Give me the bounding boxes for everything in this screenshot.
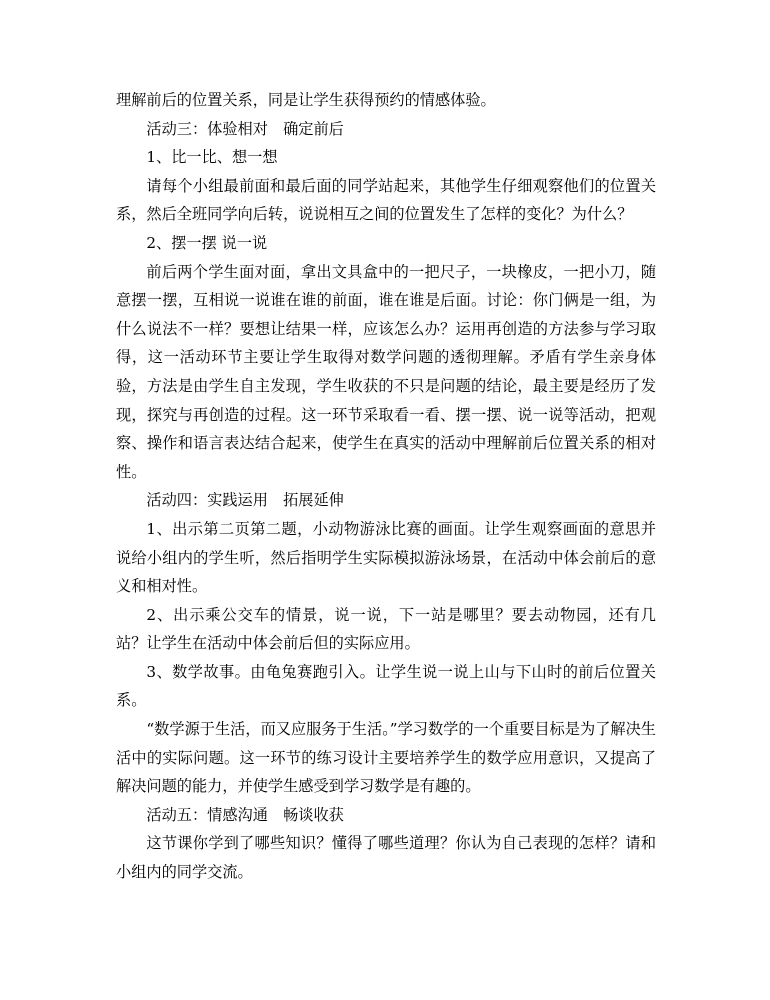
paragraph-bus-stops: 2、出示乘公交车的情景，说一说，下一站是哪里？要去动物园，还有几站？让学生在活动中体会前后但的实际应用。 (116, 605, 656, 653)
paragraph-stand-observe: 请每个小组最前面和最后面的同学站起来，其他学生仔细观察他们的位置关系，然后全班同学向后转，说说相互之间的位置发生了怎样的变化？为什么？ (116, 176, 656, 224)
document-page (116, 86, 656, 887)
subheading-compare-think: 1、比一比、想一想 (146, 148, 278, 167)
paragraph-swimming-race: 1、出示第二页第二题，小动物游泳比赛的画面。让学生观察画面的意思并说给小组内的学生听，然后指明学生实际模拟游泳场景，在活动中体会前后的意义和相对性。 (116, 519, 656, 596)
paragraph-math-story: 3、数学故事。由龟兔赛跑引入。让学生说一说上山与下山时的前后位置关系。 (116, 662, 656, 710)
paragraph-math-from-life: “数学源于生活，而又应服务于生活。”学习数学的一个重要目标是为了解决生活中的实际问题。这一环节的练习设计主要培养学生的数学应用意识，又提高了解决问题的能力，并使学生感受到学习数学是有趣的。 (116, 720, 656, 796)
paragraph-continuation: 理解前后的位置关系，同是让学生获得预约的情感体验。 (116, 91, 496, 109)
heading-activity-four: 活动四：实践运用 拓展延伸 (146, 491, 344, 510)
paragraph-reflection: 这节课你学到了哪些知识？懂得了哪些道理？你认为自己表现的怎样？请和小组内的同学交流。 (116, 834, 656, 882)
heading-activity-three: 活动三：体验相对 确定前后 (146, 119, 344, 138)
heading-activity-five: 活动五：情感沟通 畅谈收获 (146, 805, 344, 824)
paragraph-arrange-discussion: 前后两个学生面对面，拿出文具盒中的一把尺子，一块橡皮，一把小刀，随意摆一摆，互相说一说谁在谁的前面，谁在谁是后面。讨论：你门俩是一组，为什么说法不一样？要想让结果一样，应该怎么办？运用再创造的方法参与学习取得，这一活动环节主要让学生取得对数学问题的透彻理解。矛盾有学生亲身体验，方法是由学生自主发现，学生收获的不只是问题的结论，最主要是经历了发现，探究与再创造的过程。这一环节采取看一看、摆一摆、说一说等活动，把观察、操作和语言表达结合起来，使学生在真实的活动中理解前后位置关系的相对性。 (116, 262, 656, 481)
subheading-arrange-say: 2、摆一摆 说一说 (146, 233, 268, 252)
